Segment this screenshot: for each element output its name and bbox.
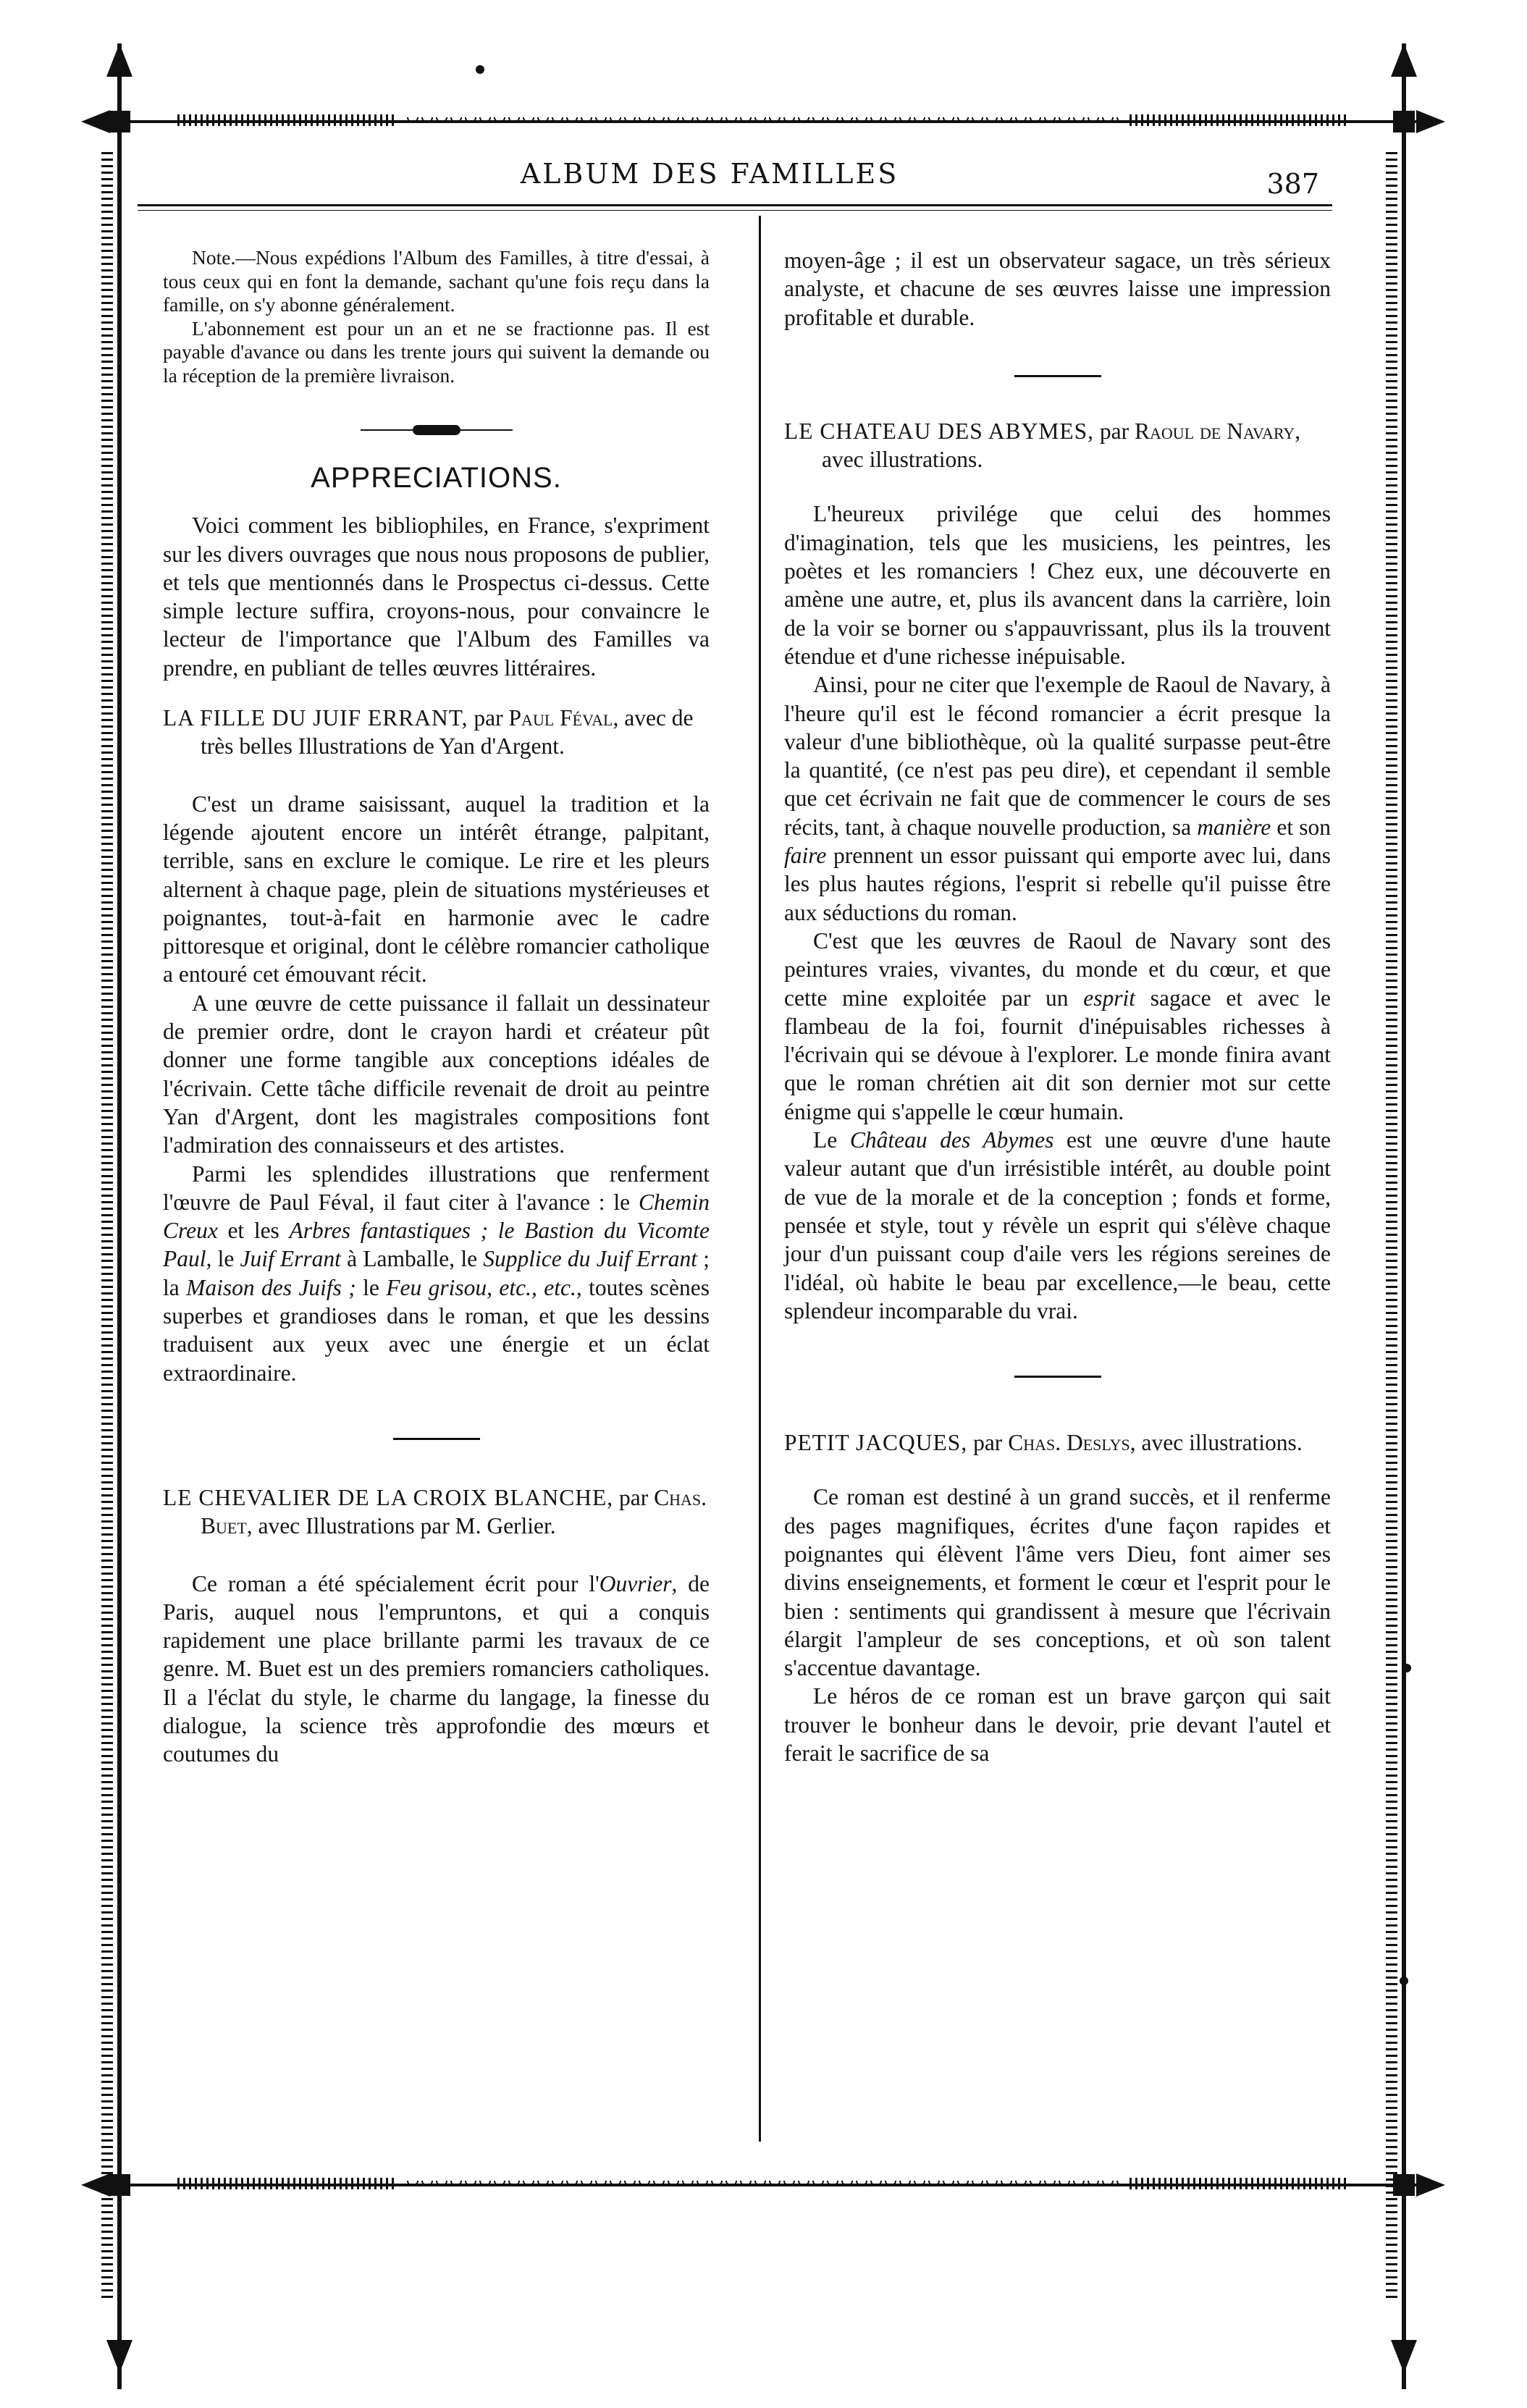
italic-run: Ouvrier: [599, 1570, 672, 1596]
corner-bottom-right: [1393, 2174, 1415, 2196]
text-run: toutes scènes superbes et grandioses dans le roman, et que les dessins traduisent aux yeux avec une énergie et un éclat extraordinaire.: [163, 1274, 710, 1386]
entry-title: LA FILLE DU JUIF ERRANT,: [163, 705, 468, 731]
italic-run: faire: [784, 843, 827, 869]
italic-run: Supplice du Juif Errant: [483, 1246, 698, 1272]
arrow-left-bottom-icon: [81, 2173, 110, 2197]
arrow-left-top-icon: [81, 110, 110, 133]
text-run: le: [356, 1274, 387, 1300]
arrow-right-top-icon: [1416, 110, 1445, 133]
frame-top-hatch-right: [1130, 114, 1347, 126]
byline-by: par: [1094, 418, 1135, 444]
chateau-paragraph-4: [784, 1126, 1331, 1325]
petit-paragraph-2: Le héros de ce roman est un brave garçon qui sait trouver le bonheur dans le devoir, prie devant l'autel et ferait le sacrifice de sa: [784, 1683, 1331, 1767]
left-column: [163, 217, 710, 1769]
fille-paragraph-2: A une œuvre de cette puissance il fallait un dessinateur de premier ordre, dont le crayon hardi et créateur pût donner une forme tangible aux conceptions idéales de l'écrivain. Cette tâche difficile revenait de droit au peintre Yan d'Argent, dont les magistrales compositions font l'admiration des connaisseurs et des artistes.: [163, 990, 710, 1158]
frame-bottom-hatch-left: [177, 2178, 395, 2189]
arrow-top-right-icon: [1391, 43, 1417, 77]
ornamental-separator: [361, 425, 513, 435]
text-run: Parmi les splendides illustrations que renferment l'œuvre de Paul Féval, il faut citer à l'avance : le: [163, 1161, 710, 1215]
arrow-right-bottom-icon: [1416, 2173, 1445, 2197]
right-column: [784, 217, 1331, 1767]
entry-author: Chas. Buet: [201, 1484, 707, 1539]
frame-bottom-hatch-right: [1130, 2178, 1347, 2189]
byline-by: par: [468, 705, 509, 731]
petit-paragraph-1: Ce roman est destiné à un grand succès, et il renferme des pages magnifiques, écrites d'une façon rapides et poignantes qui élèvent l'âme vers Dieu, font aimer ses divins enseignements, et forment le cœur et l'esprit pour le bien : sentiments qui grandissent à mesure que l'écrivain élargit l'ampleur de ses conceptions, et où son talent s'accentue davantage.: [784, 1484, 1331, 1681]
entry-title: LE CHATEAU DES ABYMES,: [784, 418, 1095, 444]
entry-chevalier-croix-blanche: [163, 1483, 710, 1541]
italic-run: Château des Abymes: [849, 1127, 1054, 1153]
frame-top-hatch-left: [177, 114, 395, 126]
italic-run: Arbres fantastiques ; le Bastion du Vicomte Paul,: [163, 1218, 710, 1272]
ink-dot: [1402, 1664, 1411, 1672]
entry-author: Paul Féval: [508, 705, 613, 731]
text-run: Le: [813, 1127, 850, 1153]
text-run: et son: [1271, 814, 1331, 840]
chevalier-paragraph-1: [163, 1570, 710, 1769]
column-divider: [759, 216, 761, 2142]
frame-right-hatch: [1386, 152, 1397, 2302]
italic-run: esprit: [1083, 985, 1135, 1011]
entry-byline: , avec de très belles Illustrations de Yan d'Argent.: [201, 705, 694, 759]
entry-byline: , avec illustrations.: [822, 418, 1301, 473]
entry-author: Chas. Deslys: [1008, 1430, 1130, 1456]
text-run: ; la: [163, 1246, 710, 1300]
entry-petit-jacques: [784, 1428, 1331, 1457]
text-run: Ce roman a été spécialement écrit pour l': [192, 1570, 600, 1596]
fille-paragraph-1: C'est un drame saisissant, auquel la tradition et la légende ajoutent encore un intérêt étrange, palpitant, terrible, sans en exclure le comique. Le rire et les pleurs alternent à chaque page, plein de situations mystérieuses et poignantes, tout-à-fait en harmonie avec le cadre pittoresque et original, dont le célèbre romancier catholique a entouré cet émouvant récit.: [163, 791, 710, 988]
corner-bottom-left: [109, 2174, 130, 2196]
appreciations-heading: APPRECIATIONS.: [311, 462, 562, 494]
text-run: à Lamballe, le: [340, 1246, 484, 1272]
frame-left-line: [117, 43, 122, 2389]
byline-by: par: [613, 1484, 655, 1510]
byline-by: par: [967, 1430, 1009, 1456]
page-number: 387: [1266, 168, 1319, 200]
running-title: ALBUM DES FAMILLES: [520, 158, 899, 190]
entry-fille-du-juif-errant: [163, 704, 710, 761]
italic-run: Maison des Juifs ;: [186, 1274, 356, 1300]
text-run: , de Paris, auquel nous l'empruntons, et qui a conquis rapidement une place brillante parmi les travaux de ce genre. M. Buet est un des premiers romanciers catholiques. Il a l'éclat du style, le charme du langage, la finesse du dialogue, la science très approfondie des mœurs et coutumes du: [163, 1570, 710, 1767]
ink-dot: [476, 65, 484, 74]
text-run: C'est que les œuvres de Raoul de Navary sont des peintures vraies, vivantes, du monde et du cœur, et que cette mine exploitée par un: [784, 927, 1331, 1011]
arrow-bottom-left-icon: [106, 2340, 132, 2373]
text-run: prennent un essor puissant qui emporte avec lui, dans les plus hautes régions, l'esprit si rebelle qu'il puisse être aux séductions du roman.: [784, 843, 1331, 925]
frame-top-wave: [405, 117, 1122, 125]
text-run: et les: [217, 1218, 290, 1244]
fille-paragraph-3: [163, 1160, 710, 1387]
text-run: Ainsi, pour ne citer que l'exemple de Raoul de Navary, à l'heure qu'il est le fécond romancier a écrit presque la valeur d'une bibliothèque, où la qualité surpasse peut-être la quantité, (ce n'est pas peu dire), et cependant il semble que cet écrivain ne fait que de commencer le cours de ses récits, tant, à chaque nouvelle production, sa: [784, 672, 1331, 840]
subscription-note: Note.—Nous expédions l'Album des Familles, à titre d'essai, à tous ceux qui en font la demande, sachant qu'une fois reçu dans la famille, on s'y abonne généralement.: [163, 246, 710, 316]
appreciations-intro: Voici comment les bibliophiles, en France, s'expriment sur les divers ouvrages que nous nous proposons de publier, et tels que mentionnés dans le Prospectus ci-dessus. Cette simple lecture suffira, croyons-nous, pour convaincre le lecteur de l'importance que l'Album des Familles va prendre, en publiant de telles œuvres littéraires.: [163, 513, 710, 681]
text-run: sagace et avec le flambeau de la foi, fournit d'inépuisables richesses à l'écrivain qui se dévoue à l'explorer. Le monde finira avant que le roman chrétien ait dit son dernier mot sur cette énigme qui s'appelle le cœur humain.: [784, 985, 1331, 1124]
header-rule-thin: [138, 210, 1332, 211]
subscription-terms: L'abonnement est pour un an et ne se fractionne pas. Il est payable d'avance ou dans les trente jours qui suivent la demande ou la réception de la première livraison.: [163, 316, 710, 387]
italic-run: Chemin Creux: [163, 1189, 710, 1244]
entry-title: PETIT JACQUES,: [784, 1430, 968, 1456]
text-run: est une œuvre d'une haute valeur autant que d'un irrésistible intérêt, au double point de vue de la morale et de la conception ; fonds et forme, pensée et style, tout y révèle un esprit qui s'élève chaque jour d'un puissant coup d'aile vers les régions sereines de l'idéal, où habite le beau par excellence,—le beau, cette splendeur incomparable du vrai.: [784, 1127, 1331, 1323]
italic-run: Juif Errant: [240, 1246, 341, 1272]
ink-dot: [1400, 1977, 1408, 1985]
chateau-paragraph-3: [784, 927, 1331, 1126]
entry-author: Raoul de Navary: [1135, 418, 1295, 444]
arrow-bottom-right-icon: [1391, 2340, 1417, 2373]
frame-bottom-wave: [405, 2181, 1122, 2188]
header-rule: [138, 204, 1332, 206]
entry-title: LE CHEVALIER DE LA CROIX BLANCHE,: [163, 1484, 614, 1510]
italic-run: manière: [1197, 814, 1271, 840]
corner-top-right: [1393, 111, 1415, 132]
corner-top-left: [109, 111, 130, 132]
chateau-paragraph-2: [784, 670, 1331, 927]
frame-right-line: [1402, 43, 1406, 2389]
continued-paragraph: moyen-âge ; il est un observateur sagace, un très sérieux analyste, et chacune de ses œuvres laisse une impression profitable et durable.: [784, 248, 1331, 330]
italic-run: Feu grisou, etc., etc.,: [386, 1274, 582, 1300]
frame-left-hatch: [101, 152, 113, 2302]
arrow-top-left-icon: [106, 43, 132, 77]
entry-byline: , avec illustrations.: [1130, 1430, 1303, 1456]
entry-chateau-des-abymes: [784, 417, 1331, 474]
text-run: le: [211, 1246, 240, 1272]
entry-byline: , avec Illustrations par M. Gerlier.: [246, 1513, 556, 1539]
chateau-paragraph-1: L'heureux privilége que celui des hommes d'imagination, tels que les musiciens, les peintres, les poètes et les romanciers ! Chez eux, une découverte en amène une autre, et, plus ils avancent dans la carrière, loin de la voir se borner ou s'appauvrissant, plus ils la trouvent étendue et d'une richesse inépuisable.: [784, 501, 1331, 669]
